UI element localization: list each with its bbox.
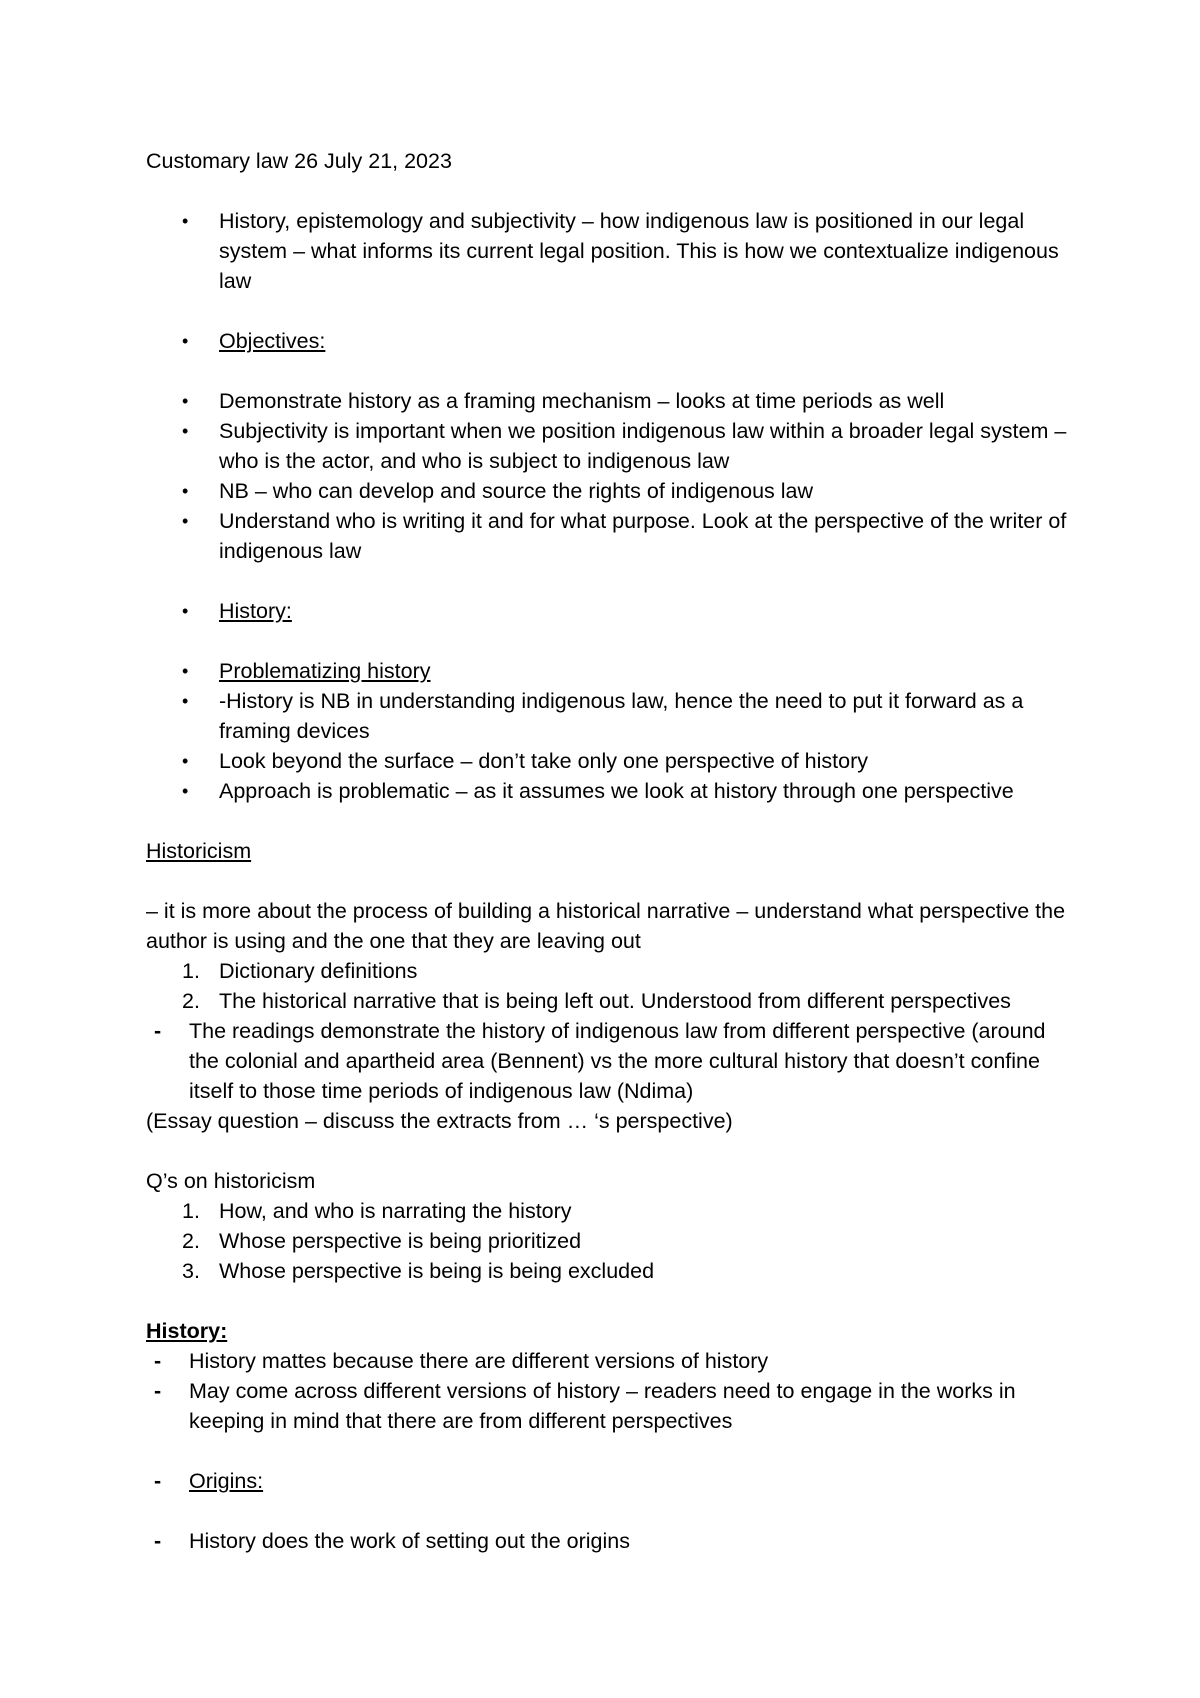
historicism-paragraph: – it is more about the process of building a historical narrative – understand what perspective the author is using and the one that they are leaving out	[146, 899, 1066, 953]
list-item-text: Whose perspective is being is being excluded	[219, 1259, 655, 1283]
list-item	[146, 506, 1076, 566]
list-item-text: History mattes because there are different versions of history	[189, 1349, 769, 1373]
historicism-heading: Historicism	[146, 839, 252, 863]
questions-list	[146, 1196, 1076, 1286]
dash-marker: -	[154, 1529, 162, 1553]
bullet-marker: •	[182, 601, 189, 621]
list-item-text: How, and who is narrating the history	[219, 1199, 572, 1223]
bullet-marker: •	[182, 781, 189, 801]
list-item	[146, 1016, 1076, 1106]
historicism-numbered-list	[146, 956, 1076, 1016]
list-item-text: Dictionary definitions	[219, 959, 418, 983]
document-body	[146, 146, 1076, 1556]
list-item-text: -History is NB in understanding indigenous law, hence the need to put it forward as a framing devices	[219, 689, 1024, 743]
bullet-marker: •	[182, 421, 189, 441]
bullet-marker: •	[182, 331, 189, 351]
list-item-text: Subjectivity is important when we position indigenous law within a broader legal system – who is the actor, and who is subject to indigenous law	[219, 419, 1067, 473]
list-item	[146, 596, 1076, 626]
list-item	[146, 1376, 1076, 1436]
essay-question-note: (Essay question – discuss the extracts from … ‘s perspective)	[146, 1109, 733, 1133]
document-title: Customary law 26 July 21, 2023	[146, 149, 452, 173]
bullet-marker: •	[182, 211, 189, 231]
list-item	[146, 686, 1076, 746]
number-marker: 1.	[182, 1199, 200, 1223]
list-item-text: History, epistemology and subjectivity – how indigenous law is positioned in our legal system – what informs its current legal position. This is how we contextualize indigenous law	[219, 209, 1059, 293]
list-item-text: Demonstrate history as a framing mechanism – looks at time periods as well	[219, 389, 945, 413]
problematizing-history-heading: Problematizing history	[219, 659, 431, 683]
history-heading: History:	[219, 599, 292, 623]
list-item-text: NB – who can develop and source the rights of indigenous law	[219, 479, 814, 503]
list-item	[146, 656, 1076, 686]
list-item	[146, 986, 1076, 1016]
list-item-text: The historical narrative that is being left out. Understood from different perspectives	[219, 989, 1011, 1013]
history-dash-list	[146, 1346, 1076, 1556]
number-marker: 2.	[182, 989, 200, 1013]
intro-list	[146, 206, 1076, 806]
bullet-marker: •	[182, 691, 189, 711]
bullet-marker: •	[182, 391, 189, 411]
list-item	[146, 776, 1076, 806]
list-item	[146, 476, 1076, 506]
list-item-text: May come across different versions of history – readers need to engage in the works in keeping in mind that there are from different perspectives	[189, 1379, 1016, 1433]
list-item	[146, 1256, 1076, 1286]
list-item-text: Approach is problematic – as it assumes we look at history through one perspective	[219, 779, 1014, 803]
dash-marker: -	[154, 1019, 162, 1043]
list-item-text: Understand who is writing it and for what purpose. Look at the perspective of the writer of indigenous law	[219, 509, 1067, 563]
list-item-text: Whose perspective is being prioritized	[219, 1229, 582, 1253]
list-item	[146, 206, 1076, 296]
number-marker: 1.	[182, 959, 200, 983]
dash-marker: -	[154, 1469, 162, 1493]
bullet-marker: •	[182, 481, 189, 501]
list-item	[146, 326, 1076, 356]
list-item	[146, 1346, 1076, 1376]
bullet-marker: •	[182, 751, 189, 771]
list-item	[146, 416, 1076, 476]
bullet-marker: •	[182, 661, 189, 681]
list-item-text: Look beyond the surface – don’t take only one perspective of history	[219, 749, 868, 773]
list-item	[146, 746, 1076, 776]
list-item	[146, 1466, 1076, 1496]
list-item	[146, 1226, 1076, 1256]
questions-heading: Q’s on historicism	[146, 1169, 316, 1193]
origins-heading: Origins:	[189, 1469, 264, 1493]
list-item	[146, 1196, 1076, 1226]
historicism-dash-list	[146, 1016, 1076, 1106]
history-section-heading: History:	[146, 1319, 228, 1343]
list-item-text: The readings demonstrate the history of indigenous law from different perspective (around the colonial and apartheid area (Bennent) vs the more cultural history that doesn’t confine itself to those time periods of indigenous law (Ndima)	[189, 1019, 1046, 1103]
objectives-heading: Objectives:	[219, 329, 326, 353]
list-item	[146, 386, 1076, 416]
list-item	[146, 1526, 1076, 1556]
number-marker: 3.	[182, 1259, 200, 1283]
dash-marker: -	[154, 1379, 162, 1403]
dash-marker: -	[154, 1349, 162, 1373]
number-marker: 2.	[182, 1229, 200, 1253]
list-item	[146, 956, 1076, 986]
bullet-marker: •	[182, 511, 189, 531]
list-item-text: History does the work of setting out the origins	[189, 1529, 630, 1553]
